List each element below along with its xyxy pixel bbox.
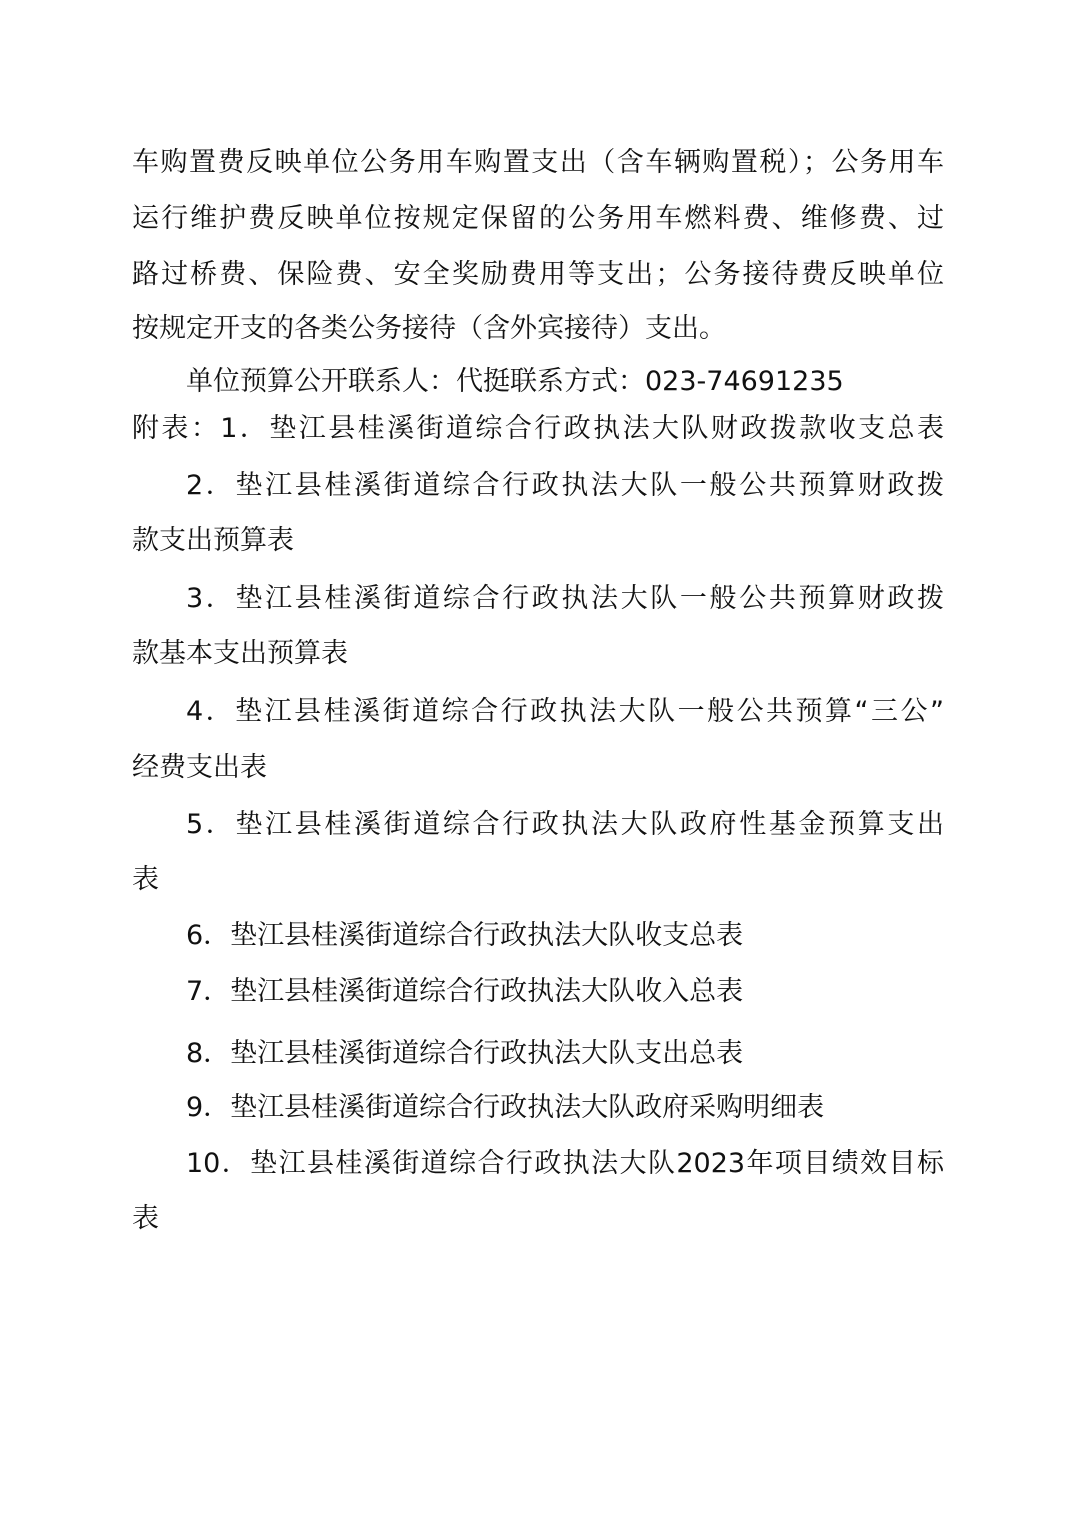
paragraph-line: 运行维护费反映单位按规定保留的公务用车燃料费、维修费、过: [132, 203, 944, 234]
attachments-heading: 附表：1．垫江县桂溪街道综合行政执法大队财政拨款收支总表: [132, 413, 944, 444]
attachment-item: 10．垫江县桂溪街道综合行政执法大队2023年项目绩效目标: [186, 1148, 944, 1179]
paragraph-line: 路过桥费、保险费、安全奖励费用等支出；公务接待费反映单位: [132, 259, 944, 290]
paragraph-line: 车购置费反映单位公务用车购置支出（含车辆购置税）；公务用车: [132, 147, 944, 178]
attachment-item-continuation: 表: [132, 1203, 159, 1234]
paragraph-line: 按规定开支的各类公务接待（含外宾接待）支出。: [132, 313, 726, 344]
attachment-item: 9．垫江县桂溪街道综合行政执法大队政府采购明细表: [186, 1092, 825, 1123]
attachment-item-continuation: 款基本支出预算表: [132, 638, 348, 669]
attachment-item-continuation: 款支出预算表: [132, 525, 294, 556]
attachment-item: 6．垫江县桂溪街道综合行政执法大队收支总表: [186, 920, 744, 951]
attachment-item-continuation: 表: [132, 864, 159, 895]
attachment-item: 5．垫江县桂溪街道综合行政执法大队政府性基金预算支出: [186, 809, 944, 840]
attachment-item: 8．垫江县桂溪街道综合行政执法大队支出总表: [186, 1038, 744, 1069]
attachment-item: 2．垫江县桂溪街道综合行政执法大队一般公共预算财政拨: [186, 470, 944, 501]
attachment-item-continuation: 经费支出表: [132, 752, 267, 783]
attachment-item: 3．垫江县桂溪街道综合行政执法大队一般公共预算财政拨: [186, 583, 944, 614]
contact-line: 单位预算公开联系人：代挺联系方式：023-74691235: [186, 366, 844, 397]
attachment-item: 4．垫江县桂溪街道综合行政执法大队一般公共预算“三公”: [186, 696, 944, 727]
attachment-item: 7．垫江县桂溪街道综合行政执法大队收入总表: [186, 976, 744, 1007]
